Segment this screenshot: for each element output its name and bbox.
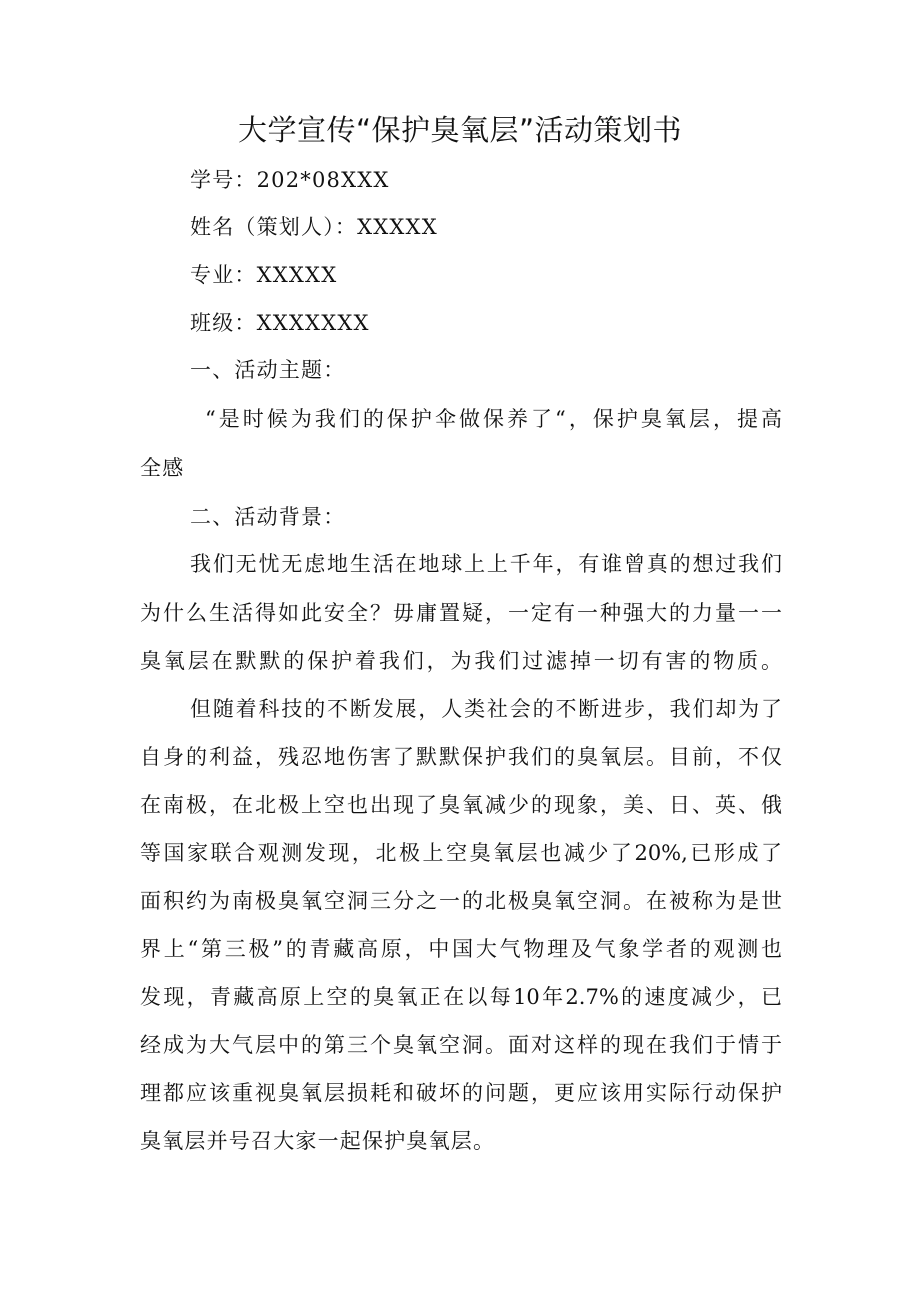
paragraph1-line: 臭氧层在默默的保护着我们，为我们过滤掉一切有害的物质。 — [140, 649, 782, 673]
paragraph2-line: 臭氧层并号召大家一起保护臭氧层。 — [140, 1129, 496, 1153]
paragraph2-line: 等国家联合观测发现，北极上空臭氧层也减少了20%,已形成了 — [140, 841, 782, 865]
class-line: 班级：XXXXXXX — [190, 311, 370, 335]
student-id-line: 学号：202*08XXX — [190, 168, 390, 192]
paragraph2-line: 在南极，在北极上空也出现了臭氧减少的现象，美、日、英、俄 — [140, 793, 782, 817]
name-line: 姓名（策划人）：XXXXX — [190, 215, 438, 239]
document-title: 大学宣传“保护臭氧层”活动策划书 — [237, 113, 683, 147]
paragraph2-line: 发现，青藏高原上空的臭氧正在以每10年2.7%的速度减少，已 — [140, 985, 782, 1009]
paragraph2-line: 但随着科技的不断发展，人类社会的不断进步，我们却为了 — [190, 697, 782, 721]
paragraph2-line: 界上“第三极”的青藏高原，中国大气物理及气象学者的观测也 — [140, 937, 782, 961]
paragraph2-line: 面积约为南极臭氧空洞三分之一的北极臭氧空洞。在被称为是世 — [140, 889, 782, 913]
section2-heading: 二、活动背景： — [190, 505, 346, 529]
section1-heading: 一、活动主题： — [190, 358, 346, 382]
theme-line-1: “是时候为我们的保护伞做保养了“，保护臭氧层，提高 — [205, 407, 782, 431]
major-line: 专业：XXXXX — [190, 263, 338, 287]
paragraph2-line: 理都应该重视臭氧层损耗和破坏的问题，更应该用实际行动保护 — [140, 1081, 782, 1105]
theme-line-2: 全感 — [140, 456, 185, 480]
paragraph2-line: 自身的利益，残忍地伤害了默默保护我们的臭氧层。目前，不仅 — [140, 745, 782, 769]
paragraph2-line: 经成为大气层中的第三个臭氧空洞。面对这样的现在我们于情于 — [140, 1033, 782, 1057]
paragraph1-line: 我们无忧无虑地生活在地球上上千年，有谁曾真的想过我们 — [190, 552, 782, 576]
paragraph1-line: 为什么生活得如此安全？毋庸置疑，一定有一种强大的力量一一 — [140, 601, 782, 625]
